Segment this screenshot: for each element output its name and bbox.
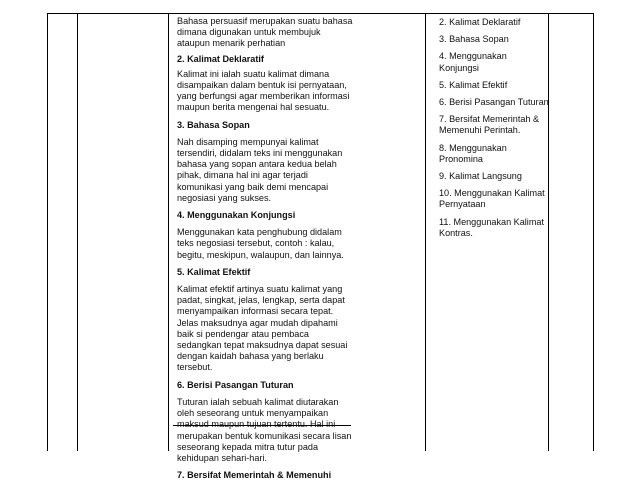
- list-item: 6. Berisi Pasangan Tuturan: [439, 97, 549, 108]
- table-border-left: [47, 13, 48, 451]
- list-item: 2. Kalimat Deklaratif: [439, 17, 521, 27]
- right-column-list: [439, 17, 549, 245]
- paragraph-konjungsi: Menggunakan kata penghubung didalam teks negosiasi tersebut, contoh : kalau, begitu, meskipun, walaupun, dan lainnya.: [177, 227, 344, 260]
- table-border-col3: [168, 13, 169, 451]
- list-item: 5. Kalimat Efektif: [439, 79, 508, 90]
- paragraph-sopan: Nah disamping mempunyai kalimat tersendiri, didalam teks ini menggunakan bahasa yang sopan antara kedua belah pihak, dimana hal ini agar terjadi komunikasi yang baik demi mencapai negosiasi yang sukses.: [177, 136, 343, 203]
- heading-kalimat-efektif: 5. Kalimat Efektif: [177, 266, 251, 277]
- table-top-border: [47, 13, 593, 14]
- heading-memerintah: 7. Bersifat Memerintah & Memenuhi: [177, 470, 332, 481]
- list-item: 10. Menggunakan Kalimat Pernyataan: [439, 188, 545, 210]
- table-border-col2: [77, 13, 78, 451]
- paragraph-tuturan: Tuturan ialah sebuah kalimat diutarakan oleh seseorang untuk menyampaikan maksud maupun tujuan tertentu. Hal ini merupakan bentuk komunikasi secara lisan seseorang kepada mitra tutur pada kehidupan sehari-hari.: [177, 396, 352, 463]
- heading-bahasa-sopan: 3. Bahasa Sopan: [177, 119, 250, 130]
- list-item: 9. Kalimat Langsung: [439, 171, 522, 182]
- paragraph-persuasif: Bahasa persuasif merupakan suatu bahasa dimana digunakan untuk membujuk ataupun menarik perhatian: [177, 16, 353, 49]
- list-item: 11. Menggunakan Kalimat Kontras.: [439, 216, 544, 238]
- list-item: 8. Menggunakan Pronomina: [439, 142, 507, 164]
- paragraph-efektif: Kalimat efektif artinya suatu kalimat yang padat, singkat, jelas, lengkap, serta dapat menyampaikan informasi secara tepat. Jelas maksudnya agar mudah dipahami baik si pendengar atau pembaca sedangkan tepat maksudnya dapat sesuai dengan kaidah bahasa yang berlaku tersebut.: [177, 284, 348, 373]
- list-item: 4. Menggunakan Konjungsi: [439, 51, 507, 73]
- paragraph-deklaratif: Kalimat ini ialah suatu kalimat dimana disampaikan dalam bentuk isi pernyataan, yang berfungsi agar memberikan informasi maupun berita mengenai hal sesuatu.: [177, 68, 350, 113]
- middle-column: [177, 16, 355, 487]
- heading-pasangan-tuturan: 6. Berisi Pasangan Tuturan: [177, 379, 294, 390]
- heading-konjungsi: 4. Menggunakan Konjungsi: [177, 210, 296, 221]
- heading-kalimat-deklaratif: 2. Kalimat Deklaratif: [177, 53, 264, 64]
- table-border-right: [593, 13, 594, 451]
- list-item: 3. Bahasa Sopan: [439, 34, 509, 45]
- list-item: 7. Bersifat Memerintah & Memenuhi Perintah.: [439, 114, 540, 136]
- table-border-col4: [425, 13, 426, 451]
